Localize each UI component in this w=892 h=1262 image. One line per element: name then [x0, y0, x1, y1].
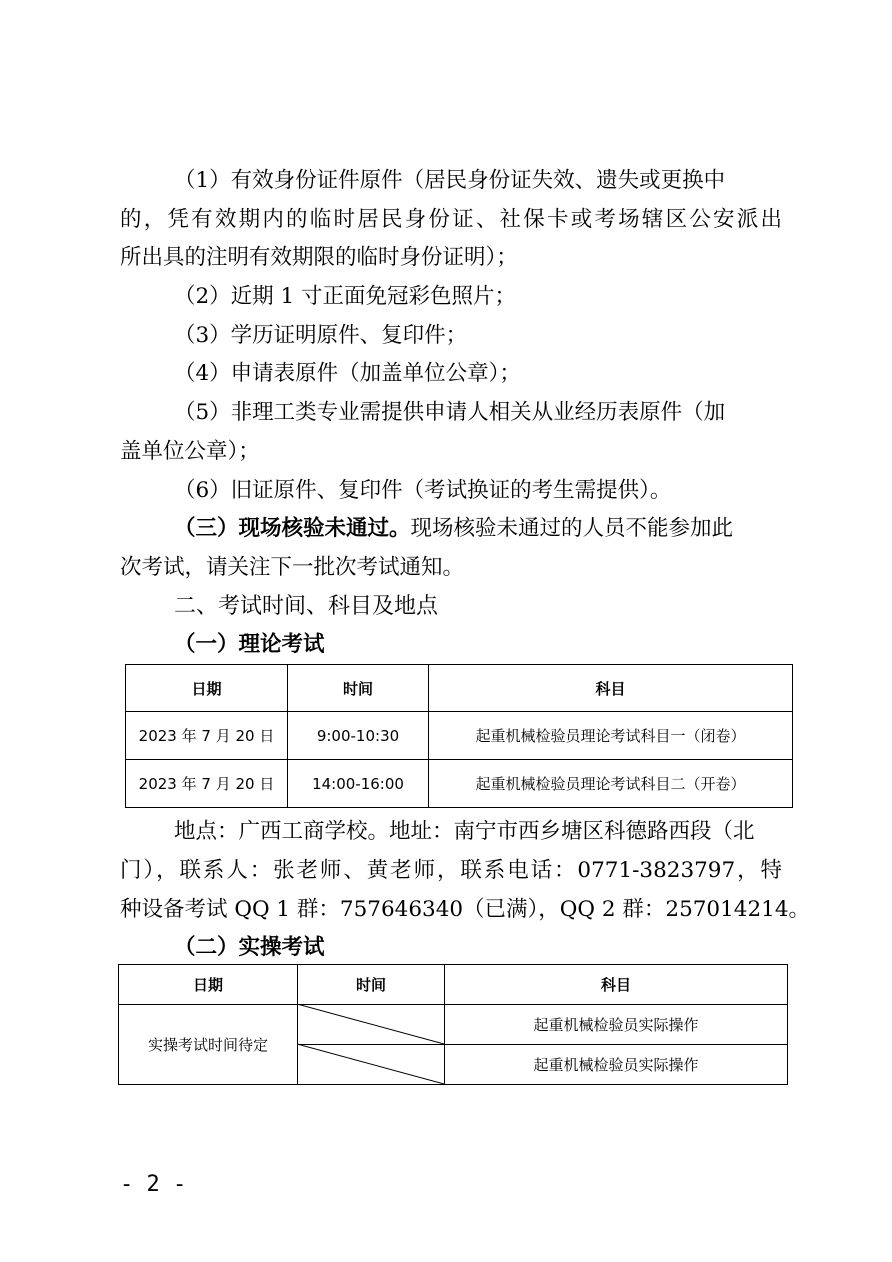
paragraph-item1-line1: （1）有效身份证件原件（居民身份证失效、遗失或更换中	[174, 168, 726, 193]
practical-heading: （二）实操考试	[174, 935, 325, 960]
table-cell-time: 9:00-10:30	[288, 712, 429, 760]
table-row	[126, 760, 793, 808]
location-line2: 门），联系人：张老师、黄老师，联系电话：0771-3823797，特	[120, 858, 782, 883]
fail-text: 现场核验未通过的人员不能参加此	[410, 516, 734, 541]
section-heading: 二、考试时间、科目及地点	[174, 594, 439, 619]
paragraph-fail-line2: 次考试，请关注下一批次考试通知。	[120, 555, 465, 580]
table-cell-subject: 起重机械检验员理论考试科目一（闭卷）	[429, 712, 793, 760]
list-item-3: （3）学历证明原件、复印件；	[174, 323, 468, 348]
diagonal-lines	[297, 1004, 445, 1084]
paragraph-item1-line2: 的，凭有效期内的临时居民身份证、社保卡或考场辖区公安派出	[120, 207, 782, 232]
table-row	[119, 1005, 788, 1045]
table-header-time: 时间	[298, 965, 445, 1005]
paragraph-item5-line1: （5）非理工类专业需提供申请人相关从业经历表原件（加	[174, 400, 726, 425]
table-cell-date: 实操考试时间待定	[119, 1005, 298, 1085]
theory-heading: （一）理论考试	[174, 632, 325, 657]
list-item-4: （4）申请表原件（加盖单位公章）；	[174, 361, 521, 386]
table-header-subject: 科目	[429, 665, 793, 712]
paragraph-item1-line3: 所出具的注明有效期限的临时身份证明）；	[120, 245, 518, 270]
practical-exam-table	[118, 964, 788, 1085]
theory-exam-table	[125, 664, 793, 808]
table-cell-time: 14:00-16:00	[288, 760, 429, 808]
paragraph-item5-line2: 盖单位公章）；	[120, 439, 260, 464]
table-cell-subject: 起重机械检验员理论考试科目二（开卷）	[429, 760, 793, 808]
table-cell-date: 2023 年 7 月 20 日	[126, 712, 288, 760]
fail-title: （三）现场核验未通过。	[174, 516, 411, 541]
table-cell-date: 2023 年 7 月 20 日	[126, 760, 288, 808]
table-header-subject: 科目	[445, 965, 788, 1005]
diagonal-line	[297, 1044, 444, 1084]
table-cell-subject: 起重机械检验员实际操作	[445, 1045, 788, 1085]
location-line1: 地点：广西工商学校。地址：南宁市西乡塘区科德路西段（北	[174, 819, 755, 844]
location-line3: 种设备考试 QQ 1 群：757646340（已满），QQ 2 群：257014214。	[120, 897, 811, 922]
table-header-time: 时间	[288, 665, 429, 712]
list-item-6: （6）旧证原件、复印件（考试换证的考生需提供）。	[174, 478, 672, 503]
table-cell-subject: 起重机械检验员实际操作	[445, 1005, 788, 1045]
table-row	[126, 712, 793, 760]
diagonal-line	[297, 1004, 444, 1044]
page-number: - 2 -	[120, 1172, 187, 1197]
table-header-date: 日期	[126, 665, 288, 712]
paragraph-fail-line1	[174, 514, 733, 544]
table-header-date: 日期	[119, 965, 298, 1005]
list-item-2: （2）近期 1 寸正面免冠彩色照片；	[174, 284, 517, 309]
